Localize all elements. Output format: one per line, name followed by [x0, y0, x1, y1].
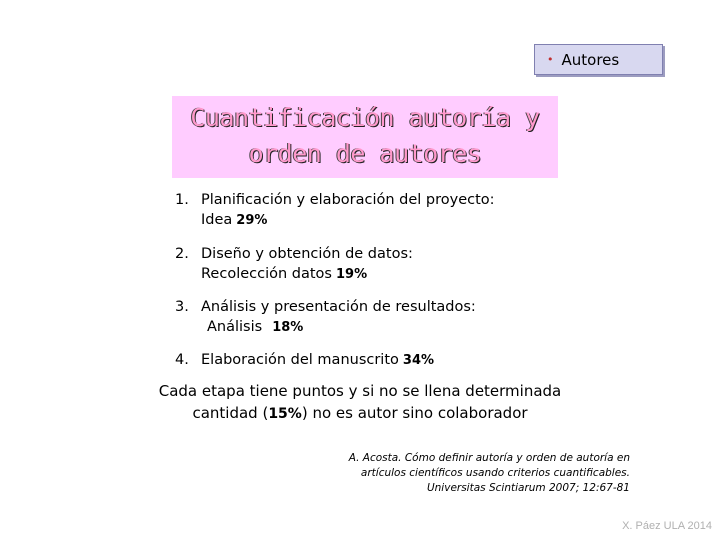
citation [300, 451, 630, 496]
citation-line1: A. Acosta. Cómo definir autoría y orden de autoría en [348, 452, 630, 464]
note-post: ) no es autor sino colaborador [301, 404, 528, 422]
slide-title-line1: Cuantificación autoría y [190, 103, 540, 132]
note-line1: Cada etapa tiene puntos y si no se llena determinada [158, 382, 562, 400]
item-text: Elaboración del manuscrito [201, 352, 399, 368]
bullet-icon: • [547, 53, 554, 66]
item-number: 3. [175, 299, 189, 315]
section-tag [534, 44, 663, 75]
item-text: Diseño y obtención de datos: [201, 246, 413, 262]
list-item [175, 297, 605, 338]
item-percent: 18% [272, 320, 304, 335]
citation-line3: Universitas Scintiarum 2007; 12:67-81 [426, 482, 630, 494]
citation-line2: artículos científicos usando criterios cuantificables. [360, 467, 630, 479]
slide-title [172, 100, 558, 172]
note-pre: cantidad ( [192, 404, 269, 422]
list-item [175, 190, 605, 231]
item-sub: Análisis [207, 319, 263, 335]
author-credit: X. Páez ULA 2014 [622, 520, 712, 532]
item-number: 1. [175, 192, 189, 208]
section-tag-label: Autores [561, 50, 620, 69]
item-percent: 19% [335, 267, 368, 282]
list-item [175, 244, 605, 285]
item-text: Planificación y elaboración del proyecto: [201, 192, 495, 208]
list-item [175, 350, 605, 371]
item-number: 4. [175, 352, 189, 368]
item-number: 2. [175, 246, 189, 262]
slide-title-line2: orden de autores [248, 139, 482, 168]
criteria-note [130, 380, 590, 425]
item-text: Análisis y presentación de resultados: [201, 299, 476, 315]
item-percent: 34% [402, 353, 435, 368]
item-sub: Recolección datos [201, 266, 332, 282]
item-sub: Idea [201, 212, 233, 228]
item-percent: 29% [236, 213, 268, 228]
note-percent: 15% [268, 406, 302, 422]
